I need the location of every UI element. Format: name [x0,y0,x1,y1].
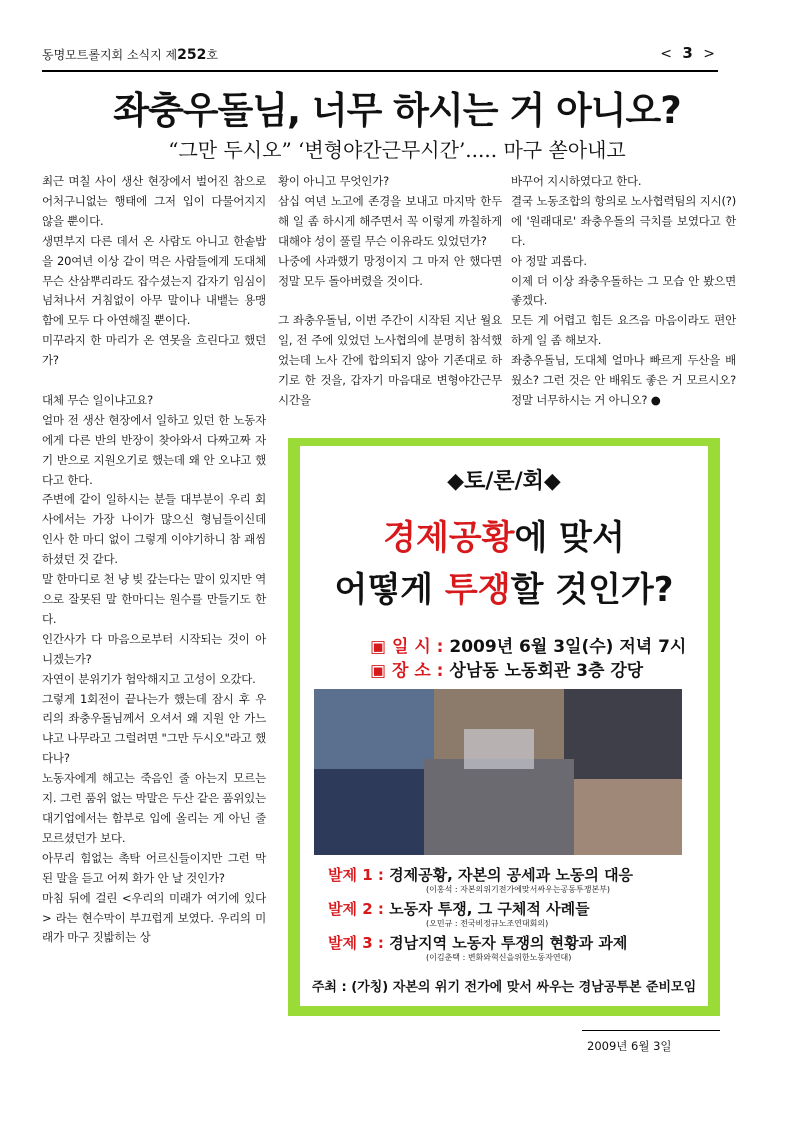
article-paragraph: 좌충우돌님, 도대체 얼마나 빠르게 두산을 배웠소? 그런 것은 안 배워도 좋은 거 모르시오? 정말 너무하시는 거 아니오? ● [511,353,736,407]
article-paragraph: 아무리 힘없는 촉탁 어르신들이지만 그런 막된 말을 듣고 어찌 화가 안 날 것인가? [42,850,266,885]
article-paragraph: 대체 무슨 일이냐고요? [42,392,153,407]
article-paragraph: 결국 노동조합의 항의로 노사협력팀의 지시(?)에 '원래대로' 좌충우돌의 극치를 보였다고 한다. [511,193,736,248]
article-paragraph: 모든 게 어렵고 힘든 요즈음 마음이라도 편안하게 일 좀 해보자. [511,313,736,348]
collage-photo [574,779,682,855]
article-paragraph: 황이 아니고 무엇인가? [278,174,389,188]
poster-topic-3 [328,932,627,953]
page-indicator [660,44,718,62]
article-paragraph: 얼마 전 생산 현장에서 일하고 있던 한 노동자에게 다른 반의 반장이 찾아와서 다짜고짜 자기 반으로 지원오기로 했는데 왜 안 오냐고 했다고 한다. [42,412,266,487]
page-right-bracket: > [703,46,718,62]
collage-photo [314,689,434,769]
poster-headline-2-b: 할 것인가? [510,570,674,610]
article-column-2 [278,172,502,411]
poster-topic-1 [328,864,633,885]
article-paragraph [278,291,502,311]
article-paragraph: 자연이 분위기가 험악해지고 고성이 오갔다. [42,671,256,686]
issue-suffix: 호 [206,48,218,62]
poster-info-place [370,656,643,681]
page-left-bracket: < [660,46,675,62]
poster-topic-2 [328,898,590,919]
info-value: 2009년 6월 3일(수) 저녁 7시 [449,637,687,657]
header-rule [42,70,718,72]
poster-headline-1-rest: 에 맞서 [514,518,625,558]
poster-topic-1-presenter: (이홍석 : 자본의위기전가에맞서싸우는공동투쟁본부) [426,885,611,894]
article-paragraph: 아 정말 괴롭다. [511,253,587,268]
article-title: 좌충우돌님, 너무 하시는 거 아니오? [113,89,681,132]
article-paragraph: 그렇게 1회전이 끝나는가 했는데 잠시 후 우리의 좌충우돌님께서 오셔서 왜 지원 안 가느냐고 나무라고 그럴려면 "그만 두시오"라고 했다나? [42,691,266,766]
topic-title: 경남지역 노동자 투쟁의 현황과 과제 [389,934,628,952]
info-value: 상남동 노동회관 3층 강당 [449,661,644,681]
article-paragraph: 삼십 여년 노고에 존경을 보내고 마지막 한두 해 일 좀 하시게 해주면서 꼭 이렇게 까칠하게 대해야 성이 풀릴 무슨 이유라도 있었던가? [278,193,502,248]
poster-host: 주최 : (가칭) 자본의 위기 전가에 맞서 싸우는 경남공투본 준비모임 [311,980,697,995]
article-column-3 [511,172,736,411]
poster-body [300,446,708,1006]
article-paragraph: 이제 더 이상 좌충우돌하는 그 모습 안 봤으면 좋겠다. [511,273,736,308]
poster-headline-1-red: 경제공황 [383,518,515,558]
article-paragraph: 미꾸라지 한 마리가 온 연못을 흐린다고 했던가? [42,333,266,368]
topic-label: 발제 3 : [328,934,384,952]
article-paragraph: 마침 뒤에 걸린 <우리의 미래가 여기에 있다> 라는 현수막이 부끄럽게 보였다. 우리의 미래가 마구 짓밟히는 상 [42,890,266,945]
article-paragraph: 바꾸어 지시하였다고 한다. [511,174,642,188]
collage-photo [424,759,574,855]
newsletter-name-text: 동명모트롤지회 소식지 제 [42,48,178,62]
page-number: 3 [682,44,696,62]
article-paragraph: 주변에 같이 일하시는 분들 대부분이 우리 회사에서는 가장 나이가 많으신 형님들이신데 인사 한 마디 없이 그렇게 이야기하니 참 괘씸하셨던 것 같다. [42,492,266,567]
info-label: 일 시 : [391,637,444,657]
newsletter-name [42,46,218,63]
poster-info-date [370,632,686,657]
collage-photo [314,769,424,855]
article-paragraph: 인간사가 다 마음으로부터 시작되는 것이 아니겠는가? [42,631,266,666]
footer-rule [582,1030,720,1031]
collage-photo [464,729,534,769]
topic-label: 발제 2 : [328,900,384,918]
poster-topic-3-presenter: (이김춘택 : 변화와혁신을위한노동자연대) [426,953,572,962]
topic-title: 경제공황, 자본의 공세과 노동의 대응 [389,866,634,884]
poster-headline-2 [300,562,708,611]
poster-event-label: ◆토/론/회◆ [447,469,561,494]
article-subtitle: “그만 두시오” ‘변형야간근무시간’..... 마구 쏟아내고 [168,138,626,162]
poster-headline-2-red: 투쟁 [444,570,511,610]
square-bullet-icon: ▣ [370,637,387,657]
topic-label: 발제 1 : [328,866,384,884]
square-bullet-icon: ▣ [370,661,387,681]
poster-topic-2-presenter: (오민규 : 전국비정규노조연대회의) [426,919,549,928]
info-label: 장 소 : [391,661,444,681]
topic-title: 노동자 투쟁, 그 구체적 사례들 [389,900,590,918]
newsletter-header [42,44,718,66]
article-paragraph: 나중에 사과했기 망정이지 그 마저 안 했다면 정말 모두 돌아버렸을 것이다. [278,253,502,288]
collage-photo [564,689,682,779]
event-poster [288,438,720,1016]
protest-photo-collage [314,689,682,855]
article-column-1 [42,172,266,948]
article-paragraph: 생면부지 다른 데서 온 사람도 아니고 한솥밥을 20여년 이상 같이 먹은 사람들에게 도대체 무슨 산삼뿌리라도 잡수셨는지 갑자기 임심이 넘쳐나서 거침없이 아무 말이나 내뱉는 용맹함에 모두 다 아연해질 뿐이다. [42,233,266,328]
issue-number: 252 [177,47,207,63]
article-paragraph: 노동자에게 해고는 죽음인 줄 아는지 모르는지. 그런 품위 없는 막말은 두산 같은 품위있는 대기업에서는 함부로 입에 올리는 게 아닌 줄 모르셨던가 보다. [42,771,267,845]
article-paragraph [42,371,266,391]
article-paragraph: 말 한마디로 천 냥 빚 갚는다는 말이 있지만 역으로 잘못된 말 한마디는 원수를 만들기도 한다. [42,572,267,626]
poster-headline-2-a: 어떻게 [334,570,445,610]
publication-date: 2009년 6월 3일 [587,1039,672,1053]
article-paragraph: 그 좌충우돌님, 이번 주간이 시작된 지난 월요일, 전 주에 있었던 노사협의에 분명히 참석했었는데 노사 간에 합의되지 않아 기존대로 하기로 한 것을, 갑자기 마음대로 변형야간근무 시간을 [278,313,502,407]
poster-headline-1 [300,510,708,559]
article-paragraph: 최근 며칠 사이 생산 현장에서 벌어진 참으로 어처구니없는 행태에 그저 입이 다물어지지 않을 뿐이다. [42,174,266,228]
